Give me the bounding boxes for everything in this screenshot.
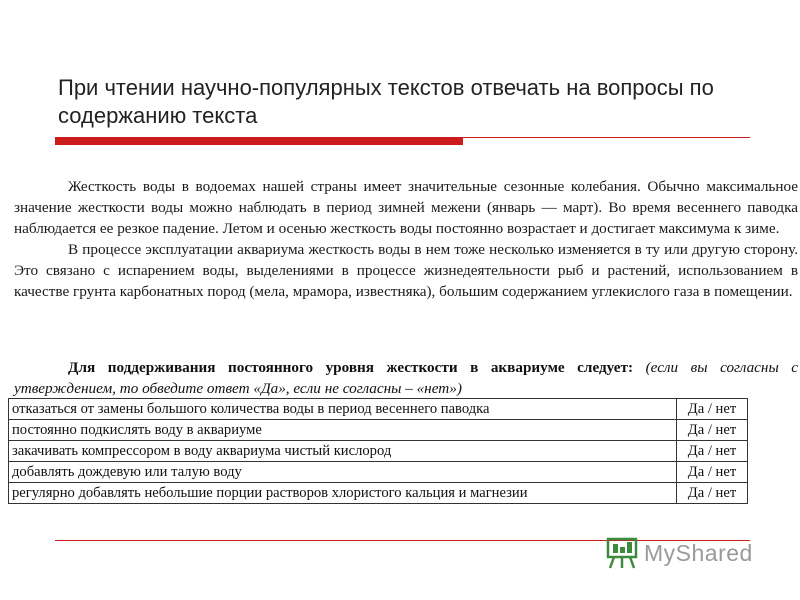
table-row (9, 399, 748, 420)
paragraph-1: Жесткость воды в водоемах нашей страны имеет значительные сезонные колебания. Обычно максимальное значение жесткости воды можно наблюдать в период зимней межени (январь — март). Во время весеннего паводка наблюдается ее резкое падение. Летом и осенью жесткость воды постоянно возрастает и достигает максимума к зиме. (14, 178, 798, 237)
yes-no-option[interactable]: Да / нет (677, 399, 748, 420)
slide-title: При чтении научно-популярных текстов отвечать на вопросы по содержанию текста (58, 75, 714, 128)
myshared-logo[interactable] (604, 536, 774, 570)
title-underline-line (463, 137, 750, 138)
table-row (9, 420, 748, 441)
statement-cell: регулярно добавлять небольшие порции растворов хлористого кальция и магнезии (9, 483, 677, 504)
answer-table (8, 398, 748, 504)
paragraph-2: В процессе эксплуатации аквариума жесткость воды в нем тоже несколько изменяется в ту или другую сторону. Это связано с испарением воды, выделениями в процессе жизнедеятельности рыб и растений, использованием в качестве грунта карбонатных пород (мела, мрамора, известняка), большим содержанием углекислого газа в помещении. (14, 241, 798, 300)
title-underline-bar (55, 137, 463, 145)
table-row (9, 441, 748, 462)
logo-text: MyShared (644, 539, 753, 566)
yes-no-option[interactable]: Да / нет (677, 420, 748, 441)
task-lead: Для поддерживания постоянного уровня жесткости в аквариуме следует: (68, 359, 634, 376)
task-note: (если вы согласны с утверждением, то обведите ответ «Да», если не согласны – «нет») (14, 359, 799, 397)
statement-cell: отказаться от замены большого количества воды в период весеннего паводка (9, 399, 677, 420)
presentation-board-icon (604, 536, 640, 570)
statement-cell: закачивать компрессором в воду аквариума чистый кислород (9, 441, 677, 462)
task-instruction (14, 357, 798, 399)
statement-cell: добавлять дождевую или талую воду (9, 462, 677, 483)
article-text (14, 176, 798, 302)
yes-no-option[interactable]: Да / нет (677, 462, 748, 483)
yes-no-option[interactable]: Да / нет (677, 483, 748, 504)
yes-no-option[interactable]: Да / нет (677, 441, 748, 462)
table-row (9, 462, 748, 483)
table-row (9, 483, 748, 504)
statement-cell: постоянно подкислять воду в аквариуме (9, 420, 677, 441)
